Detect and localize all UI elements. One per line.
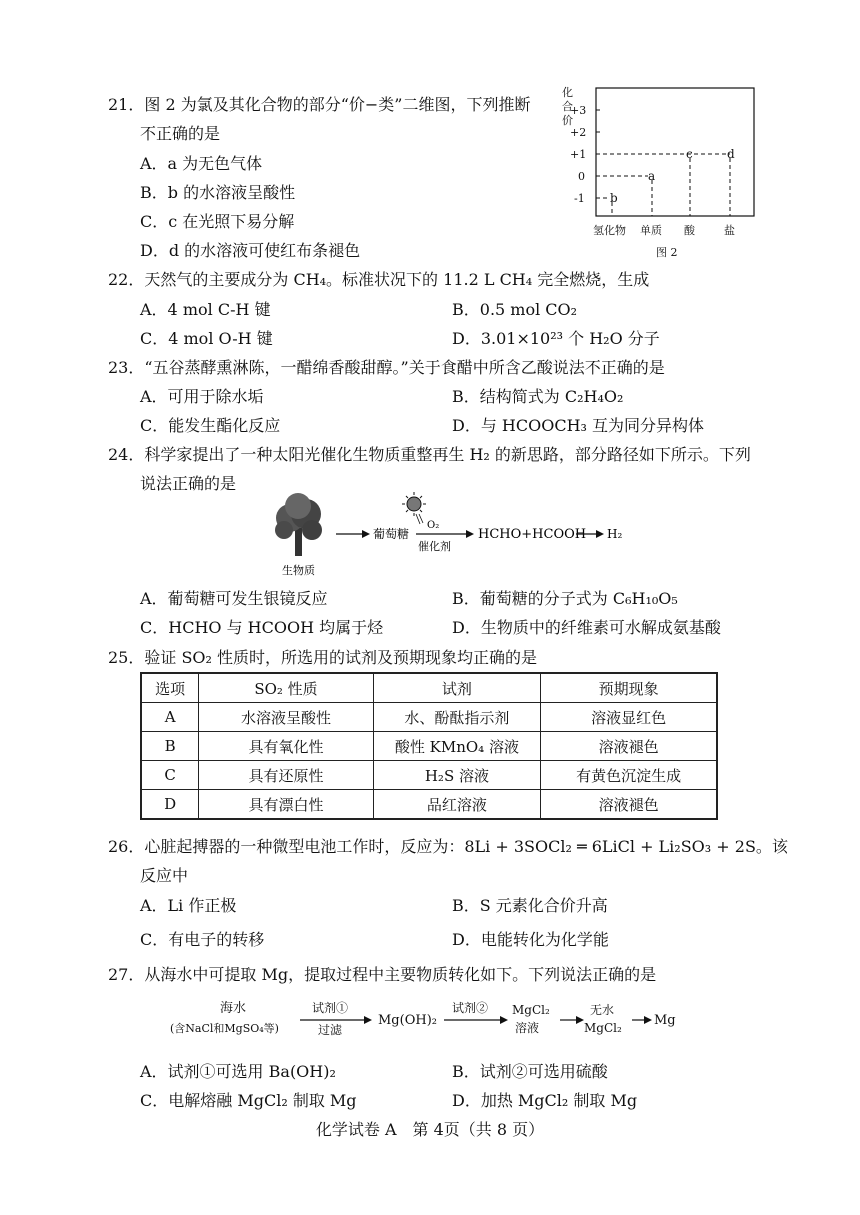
table-cell: 水溶液呈酸性 [199, 703, 373, 732]
chart-caption: 图 2 [656, 246, 678, 259]
table-cell: 具有还原性 [199, 761, 373, 790]
q26-option-c: C．有电子的转移 [140, 930, 265, 949]
glucose-label: 葡萄糖 [373, 527, 410, 541]
q22-option-b: B．0.5 mol CO₂ [452, 300, 578, 319]
q24-option-a: A．葡萄糖可发生银镜反应 [140, 589, 328, 608]
seawater-note: (含NaCl和MgSO₄等) [170, 1022, 279, 1035]
q23-option-b: B．结构简式为 C₂H₄O₂ [452, 387, 624, 406]
q27-option-b: B．试剂②可选用硫酸 [452, 1062, 608, 1081]
chart-ylabel-1: 化 [562, 86, 573, 99]
q26-option-b: B．S 元素化合价升高 [452, 896, 608, 915]
so2-properties-table [140, 672, 718, 820]
q27-option-a: A．试剂①可选用 Ba(OH)₂ [140, 1062, 336, 1081]
o2-label: O₂ [427, 520, 440, 531]
q22-option-a: A．4 mol C-H 键 [140, 300, 271, 319]
table-header-cell: 选项 [141, 673, 199, 703]
chart-ytick-plus2: +2 [570, 126, 587, 139]
anhydrous-label-1: 无水 [590, 1003, 615, 1017]
valence-category-chart [560, 84, 760, 270]
q23-option-a: A．可用于除水垢 [140, 387, 264, 406]
filter-label: 过滤 [318, 1023, 343, 1037]
table-cell: 品红溶液 [373, 790, 541, 820]
q24-stem-line1: 24．科学家提出了一种太阳光催化生物质重整再生 H₂ 的新思路，部分路径如下所示。下列 [108, 445, 751, 464]
q26-stem-line2: 反应中 [140, 866, 189, 885]
chart-xtick-element: 单质 [640, 224, 662, 237]
mgcl2-solution-label-2: 溶液 [515, 1021, 540, 1035]
table-cell: 具有氧化性 [199, 732, 373, 761]
q21-option-a: A．a 为无色气体 [140, 154, 263, 173]
anhydrous-label-2: MgCl₂ [584, 1021, 622, 1035]
q22-stem: 22．天然气的主要成分为 CH₄。标准状况下的 11.2 L CH₄ 完全燃烧，生成 [108, 270, 650, 289]
reagent1-label: 试剂① [312, 1001, 349, 1015]
table-cell: H₂S 溶液 [373, 761, 541, 790]
mgcl2-solution-label-1: MgCl₂ [512, 1003, 550, 1017]
chart-point-a: a [648, 169, 656, 183]
table-cell: B [141, 732, 199, 761]
q27-option-c: C．电解熔融 MgCl₂ 制取 Mg [140, 1091, 357, 1110]
q24-option-d: D．生物质中的纤维素可水解成氨基酸 [452, 618, 721, 637]
table-row [141, 703, 717, 732]
table-header-cell: SO₂ 性质 [199, 673, 373, 703]
q22-option-d: D．3.01×10²³ 个 H₂O 分子 [452, 329, 660, 348]
table-header-row [141, 673, 717, 703]
table-cell: 有黄色沉淀生成 [541, 761, 717, 790]
table-cell: C [141, 761, 199, 790]
table-header-cell: 预期现象 [541, 673, 717, 703]
chart-ylabel-2: 合 [562, 100, 573, 113]
mgoh2-label: Mg(OH)₂ [378, 1013, 437, 1028]
chart-xtick-salt: 盐 [724, 224, 735, 237]
q22-option-c: C．4 mol O-H 键 [140, 329, 273, 348]
q21-stem-line1: 21．图 2 为氯及其化合物的部分“价−类”二维图，下列推断 [108, 95, 531, 114]
chart-xtick-acid: 酸 [684, 224, 695, 237]
chart-ytick-plus1: +1 [570, 148, 587, 161]
q24-option-b: B．葡萄糖的分子式为 C₆H₁₀O₅ [452, 589, 678, 608]
chart-point-c: c [686, 147, 693, 161]
table-row [141, 732, 717, 761]
mg-label: Mg [654, 1013, 676, 1028]
q24-option-c: C．HCHO 与 HCOOH 均属于烃 [140, 618, 384, 637]
table-cell: 溶液显红色 [541, 703, 717, 732]
q21-stem-line2: 不正确的是 [140, 124, 221, 143]
q23-option-d: D．与 HCOOCH₃ 互为同分异构体 [452, 416, 705, 435]
q24-stem-line2: 说法正确的是 [140, 474, 237, 493]
table-cell: 具有漂白性 [199, 790, 373, 820]
q21-option-d: D．d 的水溶液可使红布条褪色 [140, 241, 361, 260]
q26-stem-line1: 26．心脏起搏器的一种微型电池工作时，反应为：8Li + 3SOCl₂ ═ 6LiCl + Li₂SO₃ + 2S。该 [108, 837, 788, 856]
table-cell: 溶液褪色 [541, 732, 717, 761]
table-cell: A [141, 703, 199, 732]
chart-ytick-minus1: -1 [574, 192, 585, 205]
h2-label: H₂ [607, 527, 623, 541]
page-footer: 化学试卷 A 第 4页（共 8 页） [315, 1120, 545, 1139]
q23-stem: 23．“五谷蒸酵熏淋陈，一醋绵香酸甜醇。”关于食醋中所含乙酸说法不正确的是 [108, 358, 665, 377]
q23-option-c: C．能发生酯化反应 [140, 416, 281, 435]
chart-ytick-0: 0 [578, 170, 585, 183]
q27-stem: 27．从海水中可提取 Mg，提取过程中主要物质转化如下。下列说法正确的是 [108, 965, 657, 984]
q27-option-d: D．加热 MgCl₂ 制取 Mg [452, 1091, 638, 1110]
biomass-reforming-diagram [270, 490, 630, 582]
table-cell: 水、酚酞指示剂 [373, 703, 541, 732]
q26-option-d: D．电能转化为化学能 [452, 930, 609, 949]
catalyst-label: 催化剂 [418, 540, 451, 553]
chart-point-d: d [727, 147, 735, 161]
biomass-label: 生物质 [282, 564, 315, 577]
table-row [141, 761, 717, 790]
q26-option-a: A．Li 作正极 [140, 896, 237, 915]
table-cell: 溶液褪色 [541, 790, 717, 820]
sun-icon [402, 492, 426, 524]
q21-option-c: C．c 在光照下易分解 [140, 212, 295, 231]
chart-ylabel-3: 价 [562, 114, 573, 127]
seawater-label: 海水 [220, 1001, 247, 1016]
reagent2-label: 试剂② [452, 1001, 489, 1015]
mg-extraction-diagram [168, 994, 688, 1046]
q21-option-b: B．b 的水溶液呈酸性 [140, 183, 296, 202]
table-row [141, 790, 717, 820]
table-header-cell: 试剂 [373, 673, 541, 703]
q25-stem: 25．验证 SO₂ 性质时，所选用的试剂及预期现象均正确的是 [108, 648, 538, 667]
table-cell: 酸性 KMnO₄ 溶液 [373, 732, 541, 761]
chart-xtick-hydride: 氢化物 [593, 224, 626, 237]
chart-ytick-plus3: +3 [570, 104, 587, 117]
chart-point-b: b [610, 191, 618, 205]
tree-icon [275, 493, 322, 556]
products-label: HCHO+HCOOH [478, 527, 587, 542]
table-cell: D [141, 790, 199, 820]
